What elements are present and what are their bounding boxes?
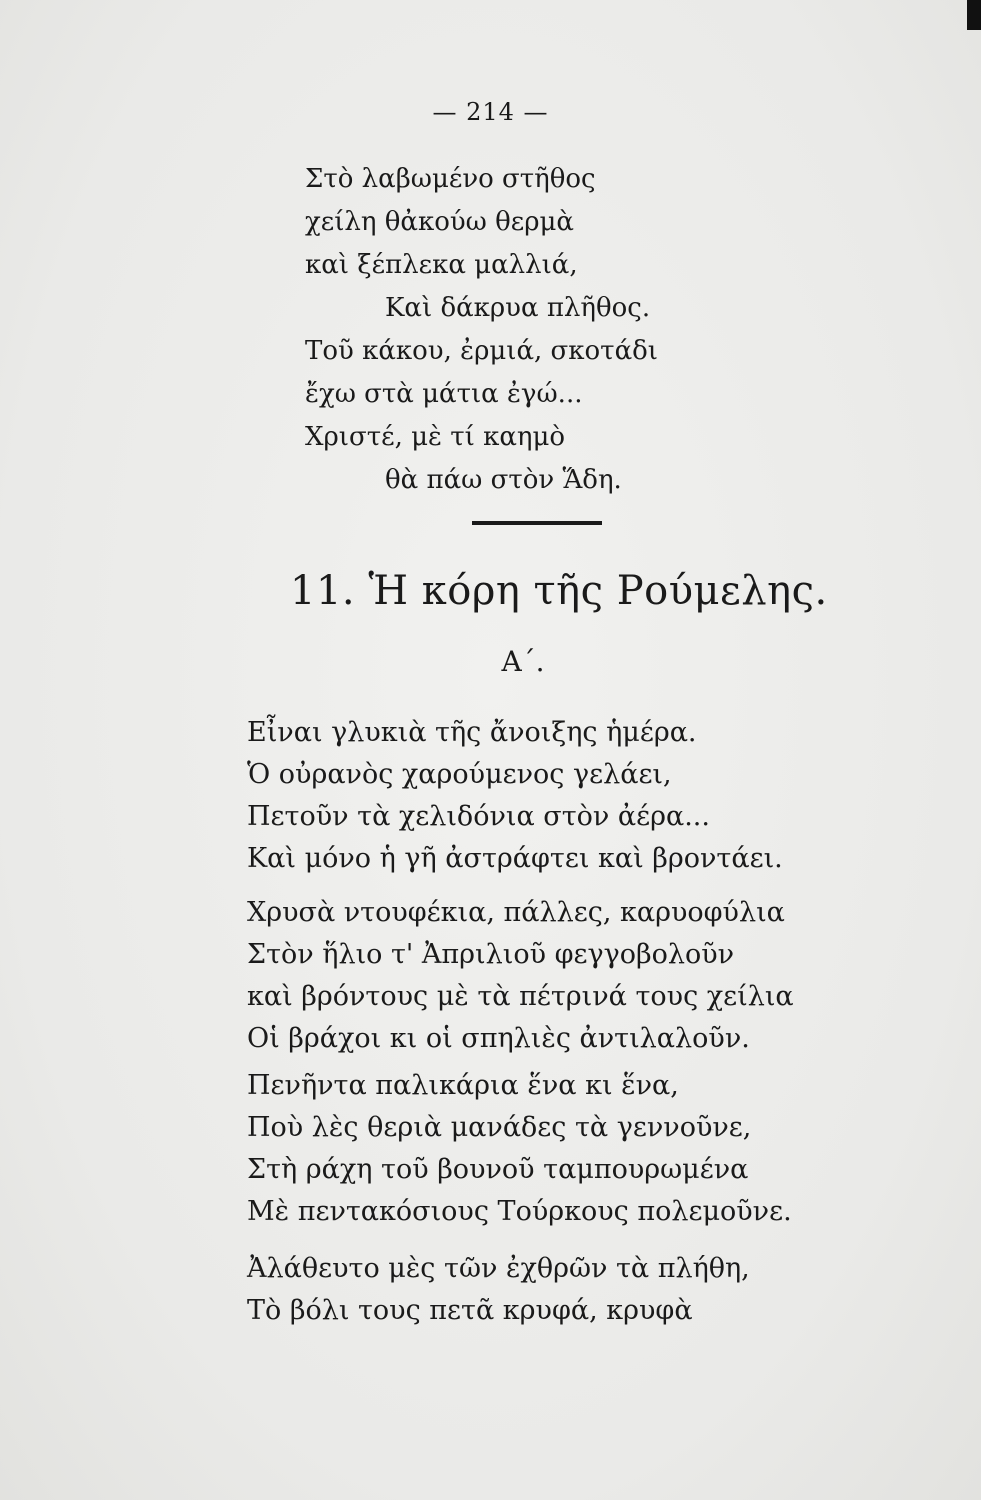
poem-line: Ἀλάθευτο μὲς τῶν ἐχθρῶν τὰ πλήθη, xyxy=(247,1253,750,1284)
poem-line: Καὶ μόνο ἡ γῆ ἀστράφτει καὶ βροντάει. xyxy=(247,843,783,874)
scan-edge-mark xyxy=(967,0,981,30)
poem-line: Ποὺ λὲς θεριὰ μανάδες τὰ γεννοῦνε, xyxy=(247,1112,752,1143)
poem-line: Ὁ οὐρανὸς χαρούμενος γελάει, xyxy=(247,759,672,790)
poem-line: καὶ ξέπλεκα μαλλιά, xyxy=(305,250,578,280)
poem-line: Τοῦ κάκου, ἐρμιά, σκοτάδι xyxy=(305,336,658,366)
poem-line: χείλη θἀκούω θερμὰ xyxy=(305,207,574,237)
poem-line: θὰ πάω στὸν Ἅδη. xyxy=(385,465,622,495)
poem-line: Μὲ πεντακόσιους Τούρκους πολεμοῦνε. xyxy=(247,1196,792,1227)
poem-line: ἔχω στὰ μάτια ἐγώ... xyxy=(305,379,583,409)
poem-line: Τὸ βόλι τους πετᾶ κρυφά, κρυφὰ xyxy=(247,1295,693,1326)
poem-line: Καὶ δάκρυα πλῆθος. xyxy=(385,293,651,323)
poem-stanza-1 xyxy=(247,712,783,880)
poem-line: Οἱ βράχοι κι οἱ σπηλιὲς ἀντιλαλοῦν. xyxy=(247,1023,750,1054)
poem-line: Στὸν ἥλιο τ' Ἀπριλιοῦ φεγγοβολοῦν xyxy=(247,939,735,970)
poem-stanza-2 xyxy=(247,892,794,1060)
poem-stanza-3 xyxy=(247,1065,792,1233)
section-divider xyxy=(472,521,602,525)
poem-stanza-4 xyxy=(247,1248,750,1332)
poem-line: Εἶναι γλυκιὰ τῆς ἄνοιξης ἡμέρα. xyxy=(247,717,697,748)
top-stanza-1 xyxy=(305,158,650,330)
poem-line: Πετοῦν τὰ χελιδόνια στὸν ἀέρα... xyxy=(247,801,710,832)
top-stanza-2 xyxy=(305,330,658,502)
poem-line: Στὸ λαβωμένο στῆθος xyxy=(305,164,596,194)
poem-line: καὶ βρόντους μὲ τὰ πέτρινά τους χείλια xyxy=(247,981,794,1012)
section-title: 11. Ἡ κόρη τῆς Ρούμελης. xyxy=(290,568,828,614)
poem-line: Χρυσὰ ντουφέκια, πάλλες, καρυοφύλια xyxy=(247,897,785,928)
poem-line: Χριστέ, μὲ τί καημὸ xyxy=(305,422,566,452)
poem-line: Στὴ ράχη τοῦ βουνοῦ ταμπουρωμένα xyxy=(247,1154,749,1185)
section-subtitle: Α΄. xyxy=(501,645,545,678)
poem-line: Πενῆντα παλικάρια ἕνα κι ἕνα, xyxy=(247,1070,679,1101)
page-number: — 214 — xyxy=(432,98,549,126)
